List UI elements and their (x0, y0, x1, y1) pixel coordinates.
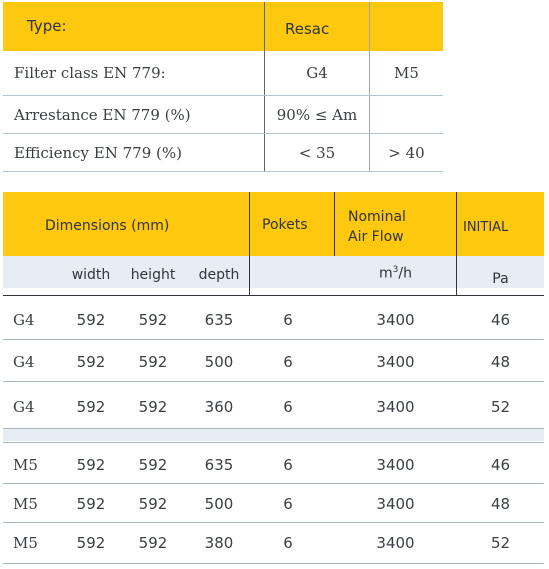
row-depth: 500 (204, 495, 234, 513)
row-depth: 635 (204, 311, 234, 329)
row-divider (3, 339, 544, 340)
airflow-header-line2: Air Flow (348, 229, 404, 245)
pressure-unit-subheader: Pa (492, 271, 509, 287)
row-divider (3, 563, 544, 564)
row-pressure: 52 (490, 534, 511, 552)
row-label-filter-class: Filter class EN 779: (14, 64, 166, 82)
row-class: G4 (13, 353, 35, 371)
row-pockets: 6 (283, 534, 293, 552)
row-pressure: 46 (490, 456, 511, 474)
row-divider (3, 133, 443, 134)
row-airflow: 3400 (376, 398, 415, 416)
airflow-unit: m (379, 265, 393, 282)
depth-subheader: depth (198, 267, 240, 283)
row-height: 592 (138, 456, 168, 474)
height-subheader: height (130, 267, 176, 283)
row-pockets: 6 (283, 398, 293, 416)
delta-symbol: ΔP (512, 220, 530, 235)
airflow-unit-subheader (335, 265, 456, 282)
column-divider (334, 192, 335, 256)
row-height: 592 (138, 311, 168, 329)
group-separator (3, 429, 544, 441)
column-divider (249, 192, 250, 295)
row-airflow: 3400 (376, 311, 415, 329)
dimension-table (3, 192, 544, 567)
row-pockets: 6 (283, 311, 293, 329)
width-subheader: width (71, 267, 111, 283)
row-depth: 360 (204, 398, 234, 416)
row-airflow: 3400 (376, 534, 415, 552)
row-pockets: 6 (283, 353, 293, 371)
row-width: 592 (76, 456, 106, 474)
row-airflow: 3400 (376, 495, 415, 513)
row-class: M5 (13, 456, 38, 474)
row-divider (3, 381, 544, 382)
row-divider (3, 428, 544, 429)
row-width: 592 (76, 311, 106, 329)
row-class: M5 (13, 495, 38, 513)
row-width: 592 (76, 495, 106, 513)
row-divider (3, 171, 443, 172)
row-label-arrestance: Arrestance EN 779 (%) (14, 106, 191, 124)
row-width: 592 (76, 353, 106, 371)
row-pressure: 46 (490, 311, 511, 329)
filter-class-m5: M5 (394, 64, 419, 82)
airflow-header-line1: Nominal (348, 209, 406, 225)
row-height: 592 (138, 495, 168, 513)
row-label-efficiency: Efficiency EN 779 (%) (14, 144, 182, 162)
row-class: G4 (13, 311, 35, 329)
airflow-unit-superscript: 3 (392, 265, 399, 275)
filter-class-g4: G4 (306, 64, 328, 82)
row-divider (3, 442, 544, 443)
row-pockets: 6 (283, 495, 293, 513)
row-divider (3, 483, 544, 484)
row-pressure: 48 (490, 353, 511, 371)
dimensions-header: Dimensions (mm) (45, 218, 170, 234)
airflow-unit-tail: /h (398, 265, 412, 282)
row-pockets: 6 (283, 456, 293, 474)
type-label: Type: (27, 17, 67, 35)
row-airflow: 3400 (376, 353, 415, 371)
row-class: G4 (13, 398, 35, 416)
row-width: 592 (76, 534, 106, 552)
model-name: Resac (285, 20, 330, 38)
row-height: 592 (138, 534, 168, 552)
arrestance-value: 90% ≤ Am (276, 106, 358, 124)
row-height: 592 (138, 398, 168, 416)
row-divider (3, 95, 443, 96)
row-height: 592 (138, 353, 168, 371)
spec-table-header (3, 2, 443, 51)
row-airflow: 3400 (376, 456, 415, 474)
spec-table (3, 2, 443, 172)
row-depth: 380 (204, 534, 234, 552)
pressure-header-text: INITIAL (463, 220, 509, 235)
row-class: M5 (13, 534, 38, 552)
row-depth: 635 (204, 456, 234, 474)
row-pressure: 52 (490, 398, 511, 416)
efficiency-m5: > 40 (388, 144, 425, 162)
header-bottom-line (3, 295, 544, 296)
pockets-header: Pokets (262, 217, 308, 233)
row-divider (3, 522, 544, 523)
efficiency-g4: < 35 (298, 144, 336, 162)
row-width: 592 (76, 398, 106, 416)
row-pressure: 48 (490, 495, 511, 513)
pressure-header (463, 220, 529, 235)
row-depth: 500 (204, 353, 234, 371)
